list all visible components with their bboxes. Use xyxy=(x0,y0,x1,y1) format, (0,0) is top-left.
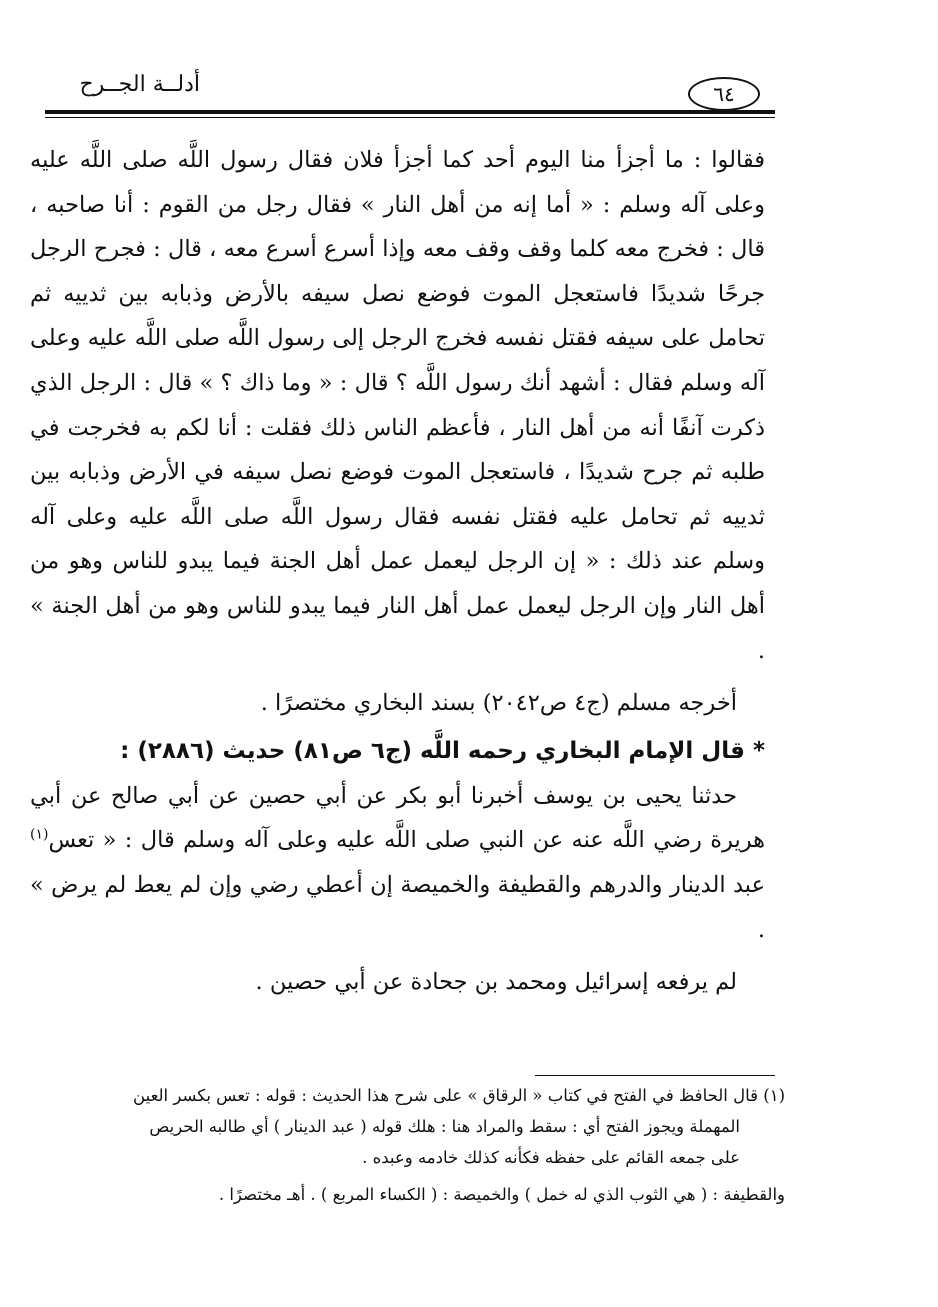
footnote-separator xyxy=(535,1075,775,1076)
paragraph-hadith-narrative: فقالوا : ما أجزأ منا اليوم أحد كما أجزأ فلان فقال رسول اللَّه صلى اللَّه عليه وعلى آله وسلم : « أما إنه من أهل النار » فقال رجل من القوم : أنا صاحبه ، قال : فخرج معه كلما وقف وقف معه وإذا أسرع أسرع معه ، قال : فجرح الرجل جرحًا شديدًا فاستعجل الموت فوضع نصل سيفه بالأرض وذبابه بين ثدييه ثم تحامل على سيفه فقتل نفسه فخرج الرجل إلى رسول اللَّه صلى اللَّه عليه وعلى آله وسلم فقال : أشهد أنك رسول اللَّه ؟ قال : « وما ذاك ؟ » قال : الرجل الذي ذكرت آنفًا أنه من أهل النار ، فأعظم الناس ذلك فقلت : أنا لكم به فخرجت في طلبه ثم جرح شديدًا ، فاستعجل الموت فوضع نصل سيفه في الأرض وذبابه بين ثدييه ثم تحامل عليه فقتل نفسه فقال رسول اللَّه صلى اللَّه عليه وعلى آله وسلم عند ذلك : « إن الرجل ليعمل عمل أهل الجنة فيما يبدو للناس وهو من أهل النار وإن الرجل ليعمل عمل أهل النار فيما يبدو للناس وهو من أهل الجنة » . xyxy=(30,147,765,664)
footnote-line: على جمعه القائم على حفظه فكأنه كذلك خادمه وعبده . xyxy=(362,1148,740,1167)
hadith-text-end: عبد الدينار والدرهم والقطيفة والخميصة إن أعطي رضي وإن لم يعط لم يرض » . xyxy=(30,871,765,943)
paragraph-takhrij-muslim: أخرجه مسلم (ج٤ ص٢٠٤٢) بسند البخاري مختصرًا . xyxy=(260,690,737,717)
paragraph-note-isnad: لم يرفعه إسرائيل ومحمد بن جحادة عن أبي حصين . xyxy=(255,969,737,996)
page-number: ٦٤ xyxy=(688,77,760,111)
hadith-text-start: حدثنا يحيى بن يوسف أخبرنا أبو بكر عن أبي حصين عن أبي صالح عن أبي هريرة رضي اللَّه عنه عن النبي صلى اللَّه عليه وعلى آله وسلم قال : « تعس xyxy=(30,782,765,854)
footnote-line: (١) قال الحافظ في الفتح في كتاب « الرقاق » على شرح هذا الحديث : قوله : تعس بكسر العين xyxy=(133,1086,785,1105)
paragraph-hadith-tas xyxy=(30,774,765,952)
section-heading-bukhari: * قال الإمام البخاري رحمه اللَّه (ج٦ ص٨١) حديث (٢٨٨٦) : xyxy=(120,737,765,764)
header-rule-thick xyxy=(45,110,775,114)
main-text xyxy=(30,138,765,1005)
footnotes xyxy=(55,1080,785,1210)
footnote-line: والقطيفة : ( هي الثوب الذي له خمل ) والخميصة : ( الكساء المربع ) . أهـ مختصرًا . xyxy=(218,1185,785,1204)
header-rule-thin xyxy=(45,117,775,118)
running-header-title: أدلــة الجــرح xyxy=(79,72,200,97)
footnote-line: المهملة ويجوز الفتح أي : سقط والمراد هنا : هلك قوله ( عبد الدينار ) أي طالبه الحريص xyxy=(149,1117,740,1136)
footnote-marker: (١) xyxy=(30,826,49,843)
